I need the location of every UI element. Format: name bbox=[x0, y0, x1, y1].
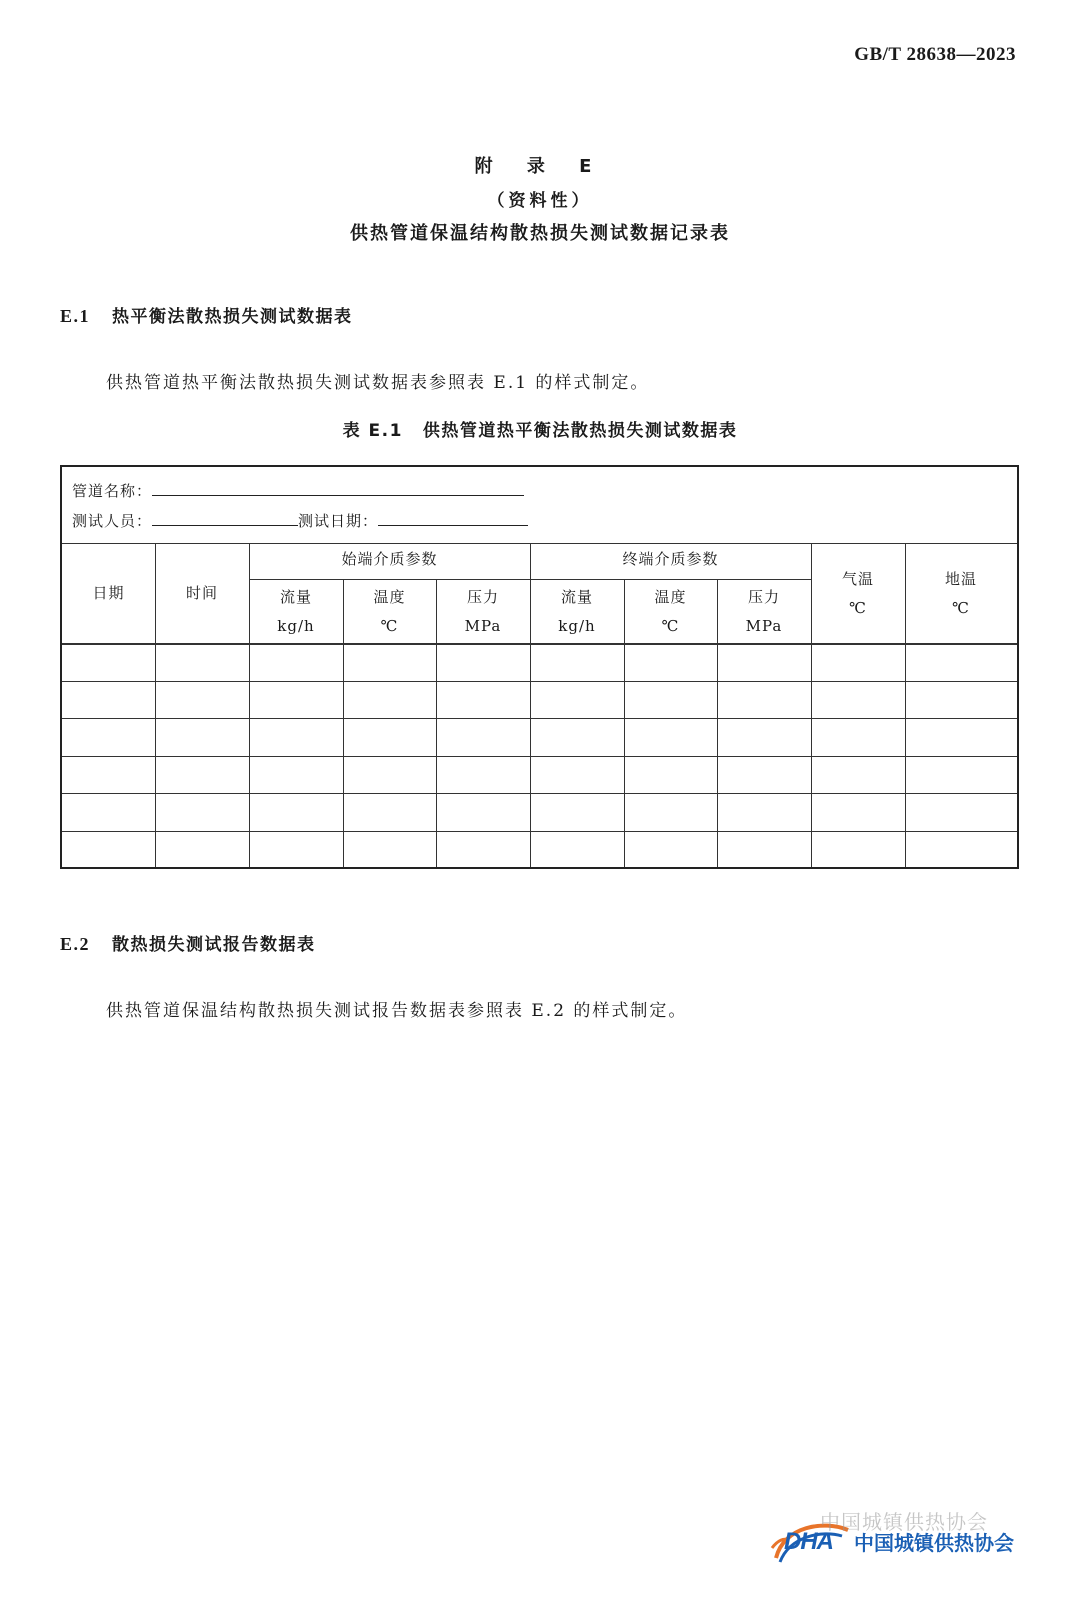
section-e1-heading bbox=[60, 302, 353, 327]
start-pressure-header: 压力 MPa bbox=[464, 588, 502, 635]
dha-abbr: DHA bbox=[784, 1528, 833, 1555]
air-temp-header: 气温 ℃ bbox=[841, 570, 874, 617]
table-grid bbox=[62, 467, 1017, 867]
section-title: 散热损失测试报告数据表 bbox=[112, 935, 316, 955]
section-title: 热平衡法散热损失测试数据表 bbox=[112, 307, 353, 327]
table-e1-title bbox=[0, 416, 1080, 441]
col-time-header: 时间 bbox=[185, 584, 218, 602]
table-row-line bbox=[62, 718, 1017, 719]
table-row-line bbox=[62, 793, 1017, 794]
test-date-label: 测试日期： bbox=[298, 512, 379, 530]
appendix-name: 供热管道保温结构散热损失测试数据记录表 bbox=[350, 223, 730, 244]
pipe-name-label: 管道名称： bbox=[72, 482, 153, 500]
watermark-channel-name: 中国城镇供热协会 bbox=[820, 1510, 988, 1534]
table-e1 bbox=[60, 465, 1019, 869]
section-number: E.2 bbox=[60, 934, 91, 954]
appendix-subtitle: （资料性） bbox=[487, 191, 593, 211]
table-row-line bbox=[62, 831, 1017, 832]
start-flow-header: 流量 kg/h bbox=[277, 588, 315, 635]
end-flow-header: 流量 kg/h bbox=[558, 588, 596, 635]
watermark-logo bbox=[770, 1510, 1070, 1568]
appendix-title: 附 录 E bbox=[474, 156, 606, 177]
table-subheader-line bbox=[249, 579, 811, 580]
table-header-bottom-line bbox=[62, 643, 1017, 645]
table-caption: 供热管道热平衡法散热损失测试数据表 bbox=[422, 421, 738, 441]
section-number: E.1 bbox=[60, 306, 91, 326]
brand-name: 中国城镇供热协会 bbox=[854, 1531, 1014, 1555]
standard-code: GB/T 28638—2023 bbox=[854, 44, 1016, 65]
end-pressure-header: 压力 MPa bbox=[745, 588, 783, 635]
start-temp-header: 温度 ℃ bbox=[373, 588, 406, 635]
ground-temp-header: 地温 ℃ bbox=[944, 570, 977, 617]
section-e2-paragraph: 供热管道保温结构散热损失测试报告数据表参照表 E.2 的样式制定。 bbox=[106, 1001, 688, 1021]
col-date-header: 日期 bbox=[92, 584, 125, 602]
tester-label: 测试人员： bbox=[72, 512, 153, 530]
group-start-header: 始端介质参数 bbox=[341, 550, 438, 568]
section-e2-heading bbox=[60, 930, 316, 955]
group-end-header: 终端介质参数 bbox=[622, 550, 719, 568]
section-e1-paragraph: 供热管道热平衡法散热损失测试数据表参照表 E.1 的样式制定。 bbox=[106, 373, 650, 393]
table-number: 表 E.1 bbox=[342, 421, 403, 441]
table-row-line bbox=[62, 756, 1017, 757]
end-temp-header: 温度 ℃ bbox=[654, 588, 687, 635]
table-row-line bbox=[62, 681, 1017, 682]
